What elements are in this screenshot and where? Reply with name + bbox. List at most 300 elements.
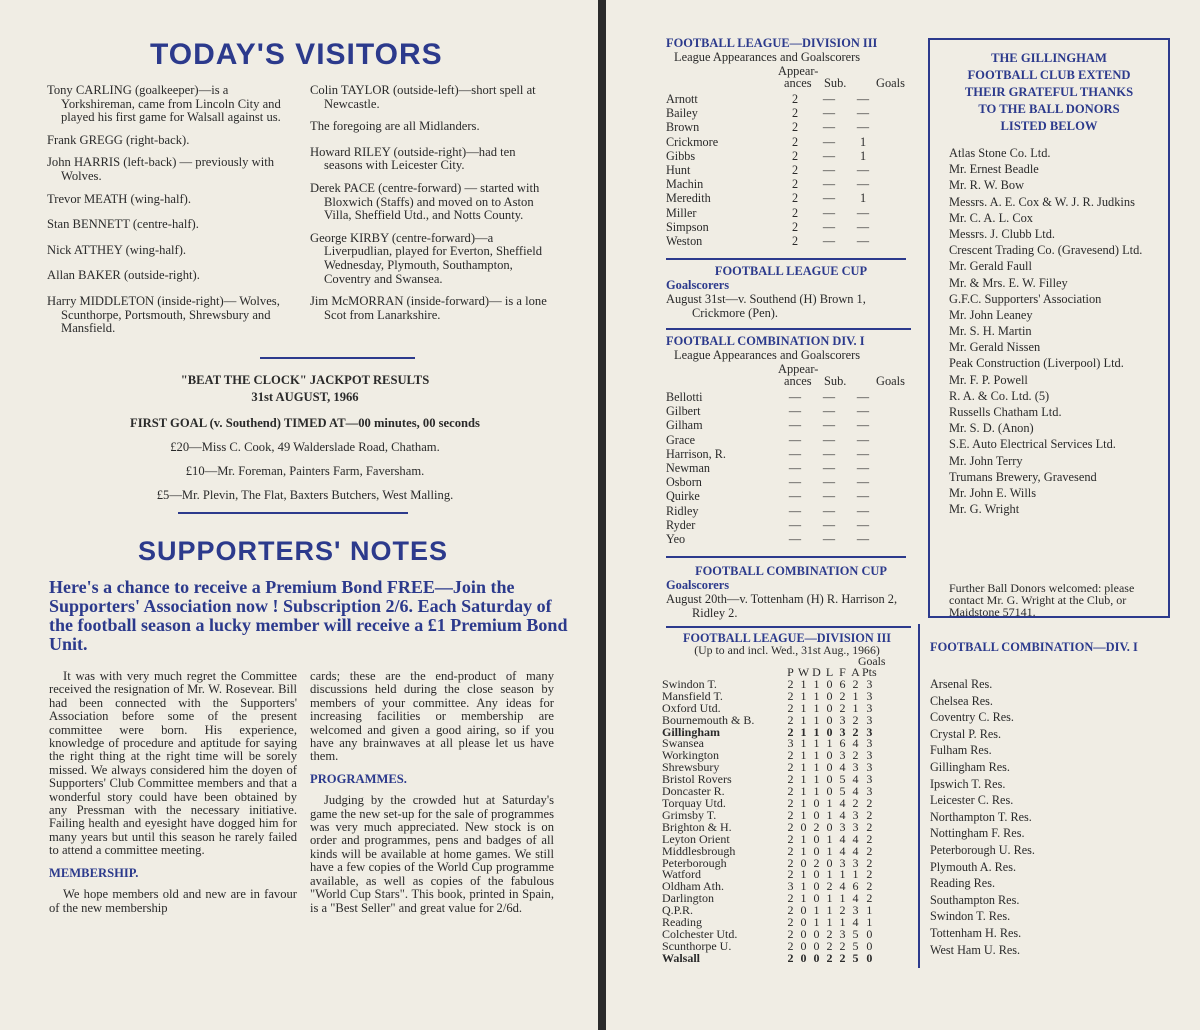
stat-pts: 2 <box>866 855 873 870</box>
stat-goals: — <box>856 233 870 248</box>
team-name: Oxford Utd. <box>662 700 721 715</box>
list-item: Leicester C. Res. <box>930 793 1014 808</box>
stat-p: 2 <box>787 795 794 810</box>
list-item: Ipswich T. Res. <box>930 776 1006 791</box>
stat-l: 0 <box>826 688 833 703</box>
column-header: L <box>825 665 834 679</box>
player-name: Miller <box>666 205 697 220</box>
player-name: Gibbs <box>666 148 696 163</box>
stat-goals: — <box>856 219 870 234</box>
player-name: Simpson <box>666 219 709 234</box>
visitor-entry: Trevor MEATH (wing-half). <box>47 191 191 206</box>
stat-l: 1 <box>826 915 833 930</box>
team-name: Q.P.R. <box>662 903 694 918</box>
player-name: Osborn <box>666 475 702 490</box>
stat-l: 1 <box>826 807 833 822</box>
stat-apps: 2 <box>791 148 799 163</box>
stat-w: 1 <box>800 772 807 787</box>
team-name: Torquay Utd. <box>662 795 726 810</box>
stat-d: 0 <box>813 843 820 858</box>
stat-w: 1 <box>800 831 807 846</box>
stat-d: 0 <box>813 926 820 941</box>
stat-pts: 3 <box>866 760 873 775</box>
stat-l: 1 <box>826 843 833 858</box>
col-header: Appear- <box>778 64 819 78</box>
stat-w: 1 <box>800 795 807 810</box>
stat-w: 0 <box>800 926 807 941</box>
stat-goals: — <box>856 404 870 419</box>
donor-item: Mr. & Mrs. E. W. Filley <box>949 275 1068 290</box>
stat-p: 2 <box>787 712 794 727</box>
stat-d: 0 <box>813 938 820 953</box>
visitor-entry: Colin TAYLOR (outside-left)—short spell at Newcastle. <box>310 83 536 111</box>
stat-sub: — <box>822 148 836 163</box>
stat-sub: — <box>822 233 836 248</box>
player-name: Quirke <box>666 489 700 504</box>
visitor-entry: Nick ATTHEY (wing-half). <box>47 242 187 257</box>
stat-pts: 2 <box>866 843 873 858</box>
donor-item: Peak Construction (Liverpool) Ltd. <box>949 356 1124 371</box>
stat-sub: — <box>822 446 836 461</box>
stat-a: 5 <box>852 926 859 941</box>
stat-d: 1 <box>813 688 820 703</box>
table-row <box>666 177 880 191</box>
stat-w: 1 <box>800 760 807 775</box>
table-row <box>666 433 880 447</box>
donor-item: Mr. F. P. Powell <box>949 372 1028 387</box>
stat-f: 3 <box>839 926 846 941</box>
player-name: Ryder <box>666 517 696 532</box>
stat-f: 4 <box>839 843 846 858</box>
stat-pts: 2 <box>866 795 873 810</box>
stat-w: 0 <box>800 950 807 965</box>
donor-item: Mr. John E. Wills <box>949 485 1037 500</box>
stat-d: 1 <box>813 772 820 787</box>
team-name: Brighton & H. <box>662 819 732 834</box>
team-name: Swansea <box>662 736 704 751</box>
stat-sub: — <box>822 461 836 476</box>
donor-item: Mr. Gerald Faull <box>949 259 1032 274</box>
team-name: Gillingham <box>662 724 721 739</box>
stat-pts: 2 <box>866 879 873 894</box>
stat-d: 1 <box>813 903 820 918</box>
team-name: Leyton Orient <box>662 831 730 846</box>
stat-w: 1 <box>800 724 807 739</box>
combo-league <box>930 640 1200 958</box>
player-name: Hunt <box>666 163 691 178</box>
stat-a: 3 <box>852 807 859 822</box>
team-name: Reading <box>662 915 702 930</box>
col-header: ances <box>784 374 812 388</box>
stat-apps: 2 <box>791 233 799 248</box>
table-row <box>666 518 880 532</box>
stat-pts: 1 <box>866 915 873 930</box>
stat-apps: 2 <box>791 205 799 220</box>
stat-goals: 1 <box>859 134 867 149</box>
donor-item: Mr. Gerald Nissen <box>949 340 1041 355</box>
stat-goals: — <box>856 432 870 447</box>
stat-p: 2 <box>787 903 794 918</box>
stat-a: 4 <box>852 891 859 906</box>
table-row <box>666 135 880 149</box>
stat-p: 2 <box>787 819 794 834</box>
stat-p: 2 <box>787 760 794 775</box>
stat-l: 1 <box>826 795 833 810</box>
team-name: Workington <box>662 748 720 763</box>
stat-a: 1 <box>852 867 859 882</box>
table-row <box>666 206 880 220</box>
divider <box>666 556 906 558</box>
stat-pts: 3 <box>866 700 873 715</box>
stat-w: 1 <box>800 807 807 822</box>
stat-d: 1 <box>813 700 820 715</box>
league-cup-goalscorers: Goalscorers <box>666 278 730 292</box>
stat-sub: — <box>822 219 836 234</box>
team-name: Bristol Rovers <box>662 772 732 787</box>
stat-pts: 3 <box>866 772 873 787</box>
stat-goals: — <box>856 120 870 135</box>
stat-p: 3 <box>787 879 794 894</box>
visitor-entry: Harry MIDDLETON (inside-right)— Wolves, Scunthorpe, Portsmouth, Shrewsbury and Mansfield. <box>47 293 280 336</box>
jackpot-prize: £5—Mr. Plevin, The Flat, Baxters Butchers, West Malling. <box>156 488 454 502</box>
stat-p: 2 <box>787 926 794 941</box>
stat-d: 0 <box>813 807 820 822</box>
team-name: Grimsby T. <box>662 807 717 822</box>
table-row <box>666 475 880 489</box>
stat-a: 2 <box>852 724 859 739</box>
combo-cup-title: FOOTBALL COMBINATION CUP <box>695 564 887 578</box>
stat-a: 2 <box>852 712 859 727</box>
stat-l: 1 <box>826 891 833 906</box>
visitor-entry: Allan BAKER (outside-right). <box>47 268 200 283</box>
stat-l: 0 <box>826 819 833 834</box>
stat-f: 4 <box>839 807 846 822</box>
stat-f: 2 <box>839 938 846 953</box>
stat-p: 2 <box>787 748 794 763</box>
player-name: Bellotti <box>666 390 703 405</box>
stat-l: 1 <box>826 831 833 846</box>
visitor-entry: Howard RILEY (outside-right)—had ten seasons with Leicester City. <box>310 144 516 173</box>
stat-sub: — <box>822 205 836 220</box>
visitors-column-2 <box>310 84 554 331</box>
donor-item: R. A. & Co. Ltd. (5) <box>949 388 1050 403</box>
stat-p: 2 <box>787 867 794 882</box>
team-name: Darlington <box>662 891 714 906</box>
stat-l: 2 <box>826 879 833 894</box>
div3-league-table <box>662 632 912 965</box>
stat-p: 2 <box>787 807 794 822</box>
col-header: Goals <box>876 374 905 388</box>
stat-w: 0 <box>800 915 807 930</box>
divider <box>666 328 911 330</box>
column-header: D <box>812 665 821 679</box>
table-row <box>666 163 880 177</box>
team-name: Walsall <box>662 950 701 965</box>
column-header: Pts <box>862 665 877 679</box>
team-name: Colchester Utd. <box>662 926 738 941</box>
stat-pts: 3 <box>866 712 873 727</box>
page-gutter <box>598 0 606 1030</box>
stat-d: 1 <box>813 760 820 775</box>
combo-cup-goalscorers: Goalscorers <box>666 578 730 592</box>
donor-item: G.F.C. Supporters' Association <box>949 291 1102 306</box>
stat-apps: 2 <box>791 92 799 107</box>
notes-column-1 <box>49 670 297 924</box>
stat-w: 0 <box>800 903 807 918</box>
stat-goals: — <box>856 177 870 192</box>
team-name: Peterborough <box>662 855 727 870</box>
stat-w: 1 <box>800 748 807 763</box>
jackpot-prize: £20—Miss C. Cook, 49 Walderslade Road, Chatham. <box>170 440 440 454</box>
visitor-entry: Derek PACE (centre-forward) — started with Bloxwich (Staffs) and moved on to Aston Villa, Sheffield Utd., and Notts County. <box>310 180 540 223</box>
combo-cup <box>666 564 916 620</box>
membership-paragraph: We hope members old and new are in favour of the new membership <box>49 887 297 915</box>
stat-f: 3 <box>839 724 846 739</box>
list-item: Peterborough U. Res. <box>930 842 1035 857</box>
stat-pts: 3 <box>866 724 873 739</box>
stat-l: 0 <box>826 784 833 799</box>
stat-goals: — <box>856 106 870 121</box>
stat-a: 2 <box>852 748 859 763</box>
stat-p: 2 <box>787 950 794 965</box>
visitor-entry: George KIRBY (centre-forward)—a Liverpudlian, played for Everton, Sheffield Wednesday, Plymouth, Southampton, Coventry and Swansea. <box>310 230 542 286</box>
stat-pts: 3 <box>866 676 873 691</box>
table-row <box>666 92 880 106</box>
player-name: Arnott <box>666 92 698 107</box>
stat-goals: 1 <box>859 148 867 163</box>
divider <box>178 512 408 514</box>
stat-l: 0 <box>826 676 833 691</box>
player-name: Yeo <box>666 531 686 546</box>
stat-w: 0 <box>800 938 807 953</box>
list-item: Tottenham H. Res. <box>930 925 1022 940</box>
stat-l: 1 <box>826 867 833 882</box>
stat-l: 0 <box>826 748 833 763</box>
team-name: Doncaster R. <box>662 784 725 799</box>
team-name: Scunthorpe U. <box>662 938 732 953</box>
stat-d: 0 <box>813 950 820 965</box>
team-name: Bournemouth & B. <box>662 712 755 727</box>
div3-appearances-table <box>666 92 880 248</box>
notes-paragraph: It was with very much regret the Committee received the resignation of Mr. W. Rosevear. Bill had been connected with the Supporters' Association before some of the present committee were born. His experience, knowledge of procedure and aptitude for saying the right thing at the right time will be sorely missed. We always considered him the doyen of Supporters' Club Committee members and that a wonderful story could have been obtained by any Pressman with the necessary initiative. Failing health and eyesight have dogged him for many years but until this season he rarely failed to attend a committee meeting. <box>49 669 297 858</box>
stat-goals: — <box>856 92 870 107</box>
stat-p: 2 <box>787 855 794 870</box>
stat-a: 3 <box>852 855 859 870</box>
divider <box>260 357 415 359</box>
visitor-entry: The foregoing are all Midlanders. <box>310 119 480 134</box>
stat-apps: — <box>788 503 802 518</box>
list-item: Coventry C. Res. <box>930 710 1014 725</box>
column-header: W <box>797 665 810 679</box>
stat-f: 2 <box>839 903 846 918</box>
stat-sub: — <box>822 134 836 149</box>
stat-p: 2 <box>787 676 794 691</box>
table-row <box>666 447 880 461</box>
stat-pts: 3 <box>866 784 873 799</box>
stat-apps: 2 <box>791 106 799 121</box>
stat-sub: — <box>822 503 836 518</box>
team-name: Shrewsbury <box>662 760 720 775</box>
stat-f: 2 <box>839 700 846 715</box>
donor-item: Mr. S. H. Martin <box>949 324 1032 339</box>
stat-f: 4 <box>839 831 846 846</box>
visitor-entry: John HARRIS (left-back) — previously with Wolves. <box>47 155 275 183</box>
player-name: Gilham <box>666 418 703 433</box>
table-row <box>666 504 880 518</box>
stat-w: 1 <box>800 688 807 703</box>
stat-l: 0 <box>826 772 833 787</box>
stat-pts: 0 <box>866 926 873 941</box>
stat-p: 2 <box>787 700 794 715</box>
stat-pts: 3 <box>866 748 873 763</box>
stat-l: 0 <box>826 760 833 775</box>
list-item: Swindon T. Res. <box>930 909 1011 924</box>
stat-p: 2 <box>787 688 794 703</box>
stat-goals: — <box>856 418 870 433</box>
stat-p: 2 <box>787 843 794 858</box>
stat-sub: — <box>822 106 836 121</box>
stat-goals: — <box>856 205 870 220</box>
ball-donors-box <box>928 38 1170 618</box>
stat-p: 2 <box>787 724 794 739</box>
stat-d: 0 <box>813 831 820 846</box>
donor-item: Mr. G. Wright <box>949 502 1020 517</box>
notes-column-2 <box>310 670 554 924</box>
stat-f: 3 <box>839 712 846 727</box>
stat-l: 2 <box>826 950 833 965</box>
donor-item: Atlas Stone Co. Ltd. <box>949 146 1051 160</box>
stat-pts: 3 <box>866 688 873 703</box>
team-name: Watford <box>662 867 702 882</box>
stat-f: 4 <box>839 795 846 810</box>
donor-item: Mr. C. A. L. Cox <box>949 210 1033 225</box>
stat-pts: 1 <box>866 903 873 918</box>
donor-item: Russells Chatham Ltd. <box>949 405 1062 419</box>
div3-appearances-subtitle: League Appearances and Goalscorers <box>674 50 861 64</box>
stat-apps: — <box>788 531 802 546</box>
table-row <box>666 461 880 475</box>
stat-a: 2 <box>852 795 859 810</box>
table-row <box>666 220 880 234</box>
column-header: P <box>787 665 794 679</box>
stat-d: 1 <box>813 736 820 751</box>
stat-apps: — <box>788 418 802 433</box>
stat-a: 5 <box>852 938 859 953</box>
left-page <box>0 0 598 1030</box>
stat-pts: 3 <box>866 736 873 751</box>
col-header: ances <box>784 76 812 90</box>
stat-sub: — <box>822 191 836 206</box>
jackpot-date: 31st AUGUST, 1966 <box>251 390 359 404</box>
list-item: Crystal P. Res. <box>930 726 1002 741</box>
stat-pts: 2 <box>866 831 873 846</box>
stat-f: 1 <box>839 891 846 906</box>
visitor-entry: Stan BENNETT (centre-half). <box>47 217 199 232</box>
ball-donors-heading: THE GILLINGHAM FOOTBALL CLUB EXTEND THEIR GRATEFUL THANKS TO THE BALL DONORS LISTED BELOW <box>964 51 1134 133</box>
stat-w: 1 <box>800 700 807 715</box>
player-name: Brown <box>666 120 700 135</box>
visitor-entry: Jim McMORRAN (inside-forward)— is a lone Scot from Lanarkshire. <box>310 294 547 322</box>
stat-apps: — <box>788 390 802 405</box>
stat-f: 1 <box>839 915 846 930</box>
list-item: Southampton Res. <box>930 892 1020 907</box>
table-row <box>666 120 880 134</box>
stat-a: 2 <box>852 676 859 691</box>
div3-appearances <box>666 36 916 248</box>
donor-item: Messrs. J. Clubb Ltd. <box>949 226 1056 241</box>
stat-p: 3 <box>787 736 794 751</box>
player-name: Ridley <box>666 503 699 518</box>
list-item: Plymouth A. Res. <box>930 859 1017 874</box>
table-row <box>666 390 880 404</box>
stat-f: 3 <box>839 819 846 834</box>
combo-appearances-table <box>666 390 880 546</box>
stat-pts: 0 <box>866 950 873 965</box>
stat-a: 5 <box>852 950 859 965</box>
col-header: Appear- <box>778 362 819 376</box>
goals-label: Goals <box>858 654 886 668</box>
stat-goals: — <box>856 390 870 405</box>
team-name: Mansfield T. <box>662 688 723 703</box>
donor-item: Mr. S. D. (Anon) <box>949 421 1034 436</box>
stat-apps: 2 <box>791 134 799 149</box>
stat-apps: — <box>788 432 802 447</box>
membership-heading: MEMBERSHIP. <box>49 865 139 880</box>
stat-apps: — <box>788 461 802 476</box>
stat-f: 5 <box>839 772 846 787</box>
jackpot-first-goal: FIRST GOAL (v. Southend) TIMED AT—00 minutes, 00 seconds <box>130 416 480 430</box>
stat-d: 0 <box>813 891 820 906</box>
combo-teams-list <box>930 676 1200 958</box>
stat-f: 3 <box>839 748 846 763</box>
stat-p: 2 <box>787 831 794 846</box>
stat-pts: 2 <box>866 891 873 906</box>
visitors-column-1 <box>47 84 292 345</box>
stat-l: 0 <box>826 700 833 715</box>
stat-a: 4 <box>852 784 859 799</box>
stat-a: 3 <box>852 760 859 775</box>
visitors-title: TODAY'S VISITORS <box>150 38 443 71</box>
stat-pts: 2 <box>866 807 873 822</box>
stat-a: 3 <box>852 819 859 834</box>
stat-pts: 2 <box>866 819 873 834</box>
programmes-paragraph: Judging by the crowded hut at Saturday's game the new set-up for the sale of programmes was very much appreciated. New stock is on order and programmes, pens and badges of all kinds will be available at home games. We still have a few copies of the World Cup programme available, as well as copies of the fabulous "World Cup Stars". This book, printed in Spain, is a "Best Seller" and great value for 2/6d. <box>310 793 554 915</box>
stat-a: 1 <box>852 688 859 703</box>
stat-goals: — <box>856 531 870 546</box>
stat-p: 2 <box>787 938 794 953</box>
stat-f: 4 <box>839 760 846 775</box>
stat-w: 1 <box>800 867 807 882</box>
list-item: Arsenal Res. <box>930 677 993 691</box>
table-row <box>666 106 880 120</box>
stat-a: 4 <box>852 736 859 751</box>
table-row <box>666 489 880 503</box>
stat-d: 1 <box>813 724 820 739</box>
stat-apps: 2 <box>791 219 799 234</box>
stat-apps: 2 <box>791 163 799 178</box>
stat-w: 1 <box>800 712 807 727</box>
stat-sub: — <box>822 489 836 504</box>
player-name: Weston <box>666 233 703 248</box>
donor-item: Mr. John Terry <box>949 453 1023 468</box>
stat-l: 1 <box>826 736 833 751</box>
stat-d: 0 <box>813 795 820 810</box>
stat-pts: 2 <box>866 867 873 882</box>
stat-d: 0 <box>813 867 820 882</box>
player-name: Gilbert <box>666 404 701 419</box>
table-row <box>662 953 877 965</box>
stat-f: 6 <box>839 736 846 751</box>
